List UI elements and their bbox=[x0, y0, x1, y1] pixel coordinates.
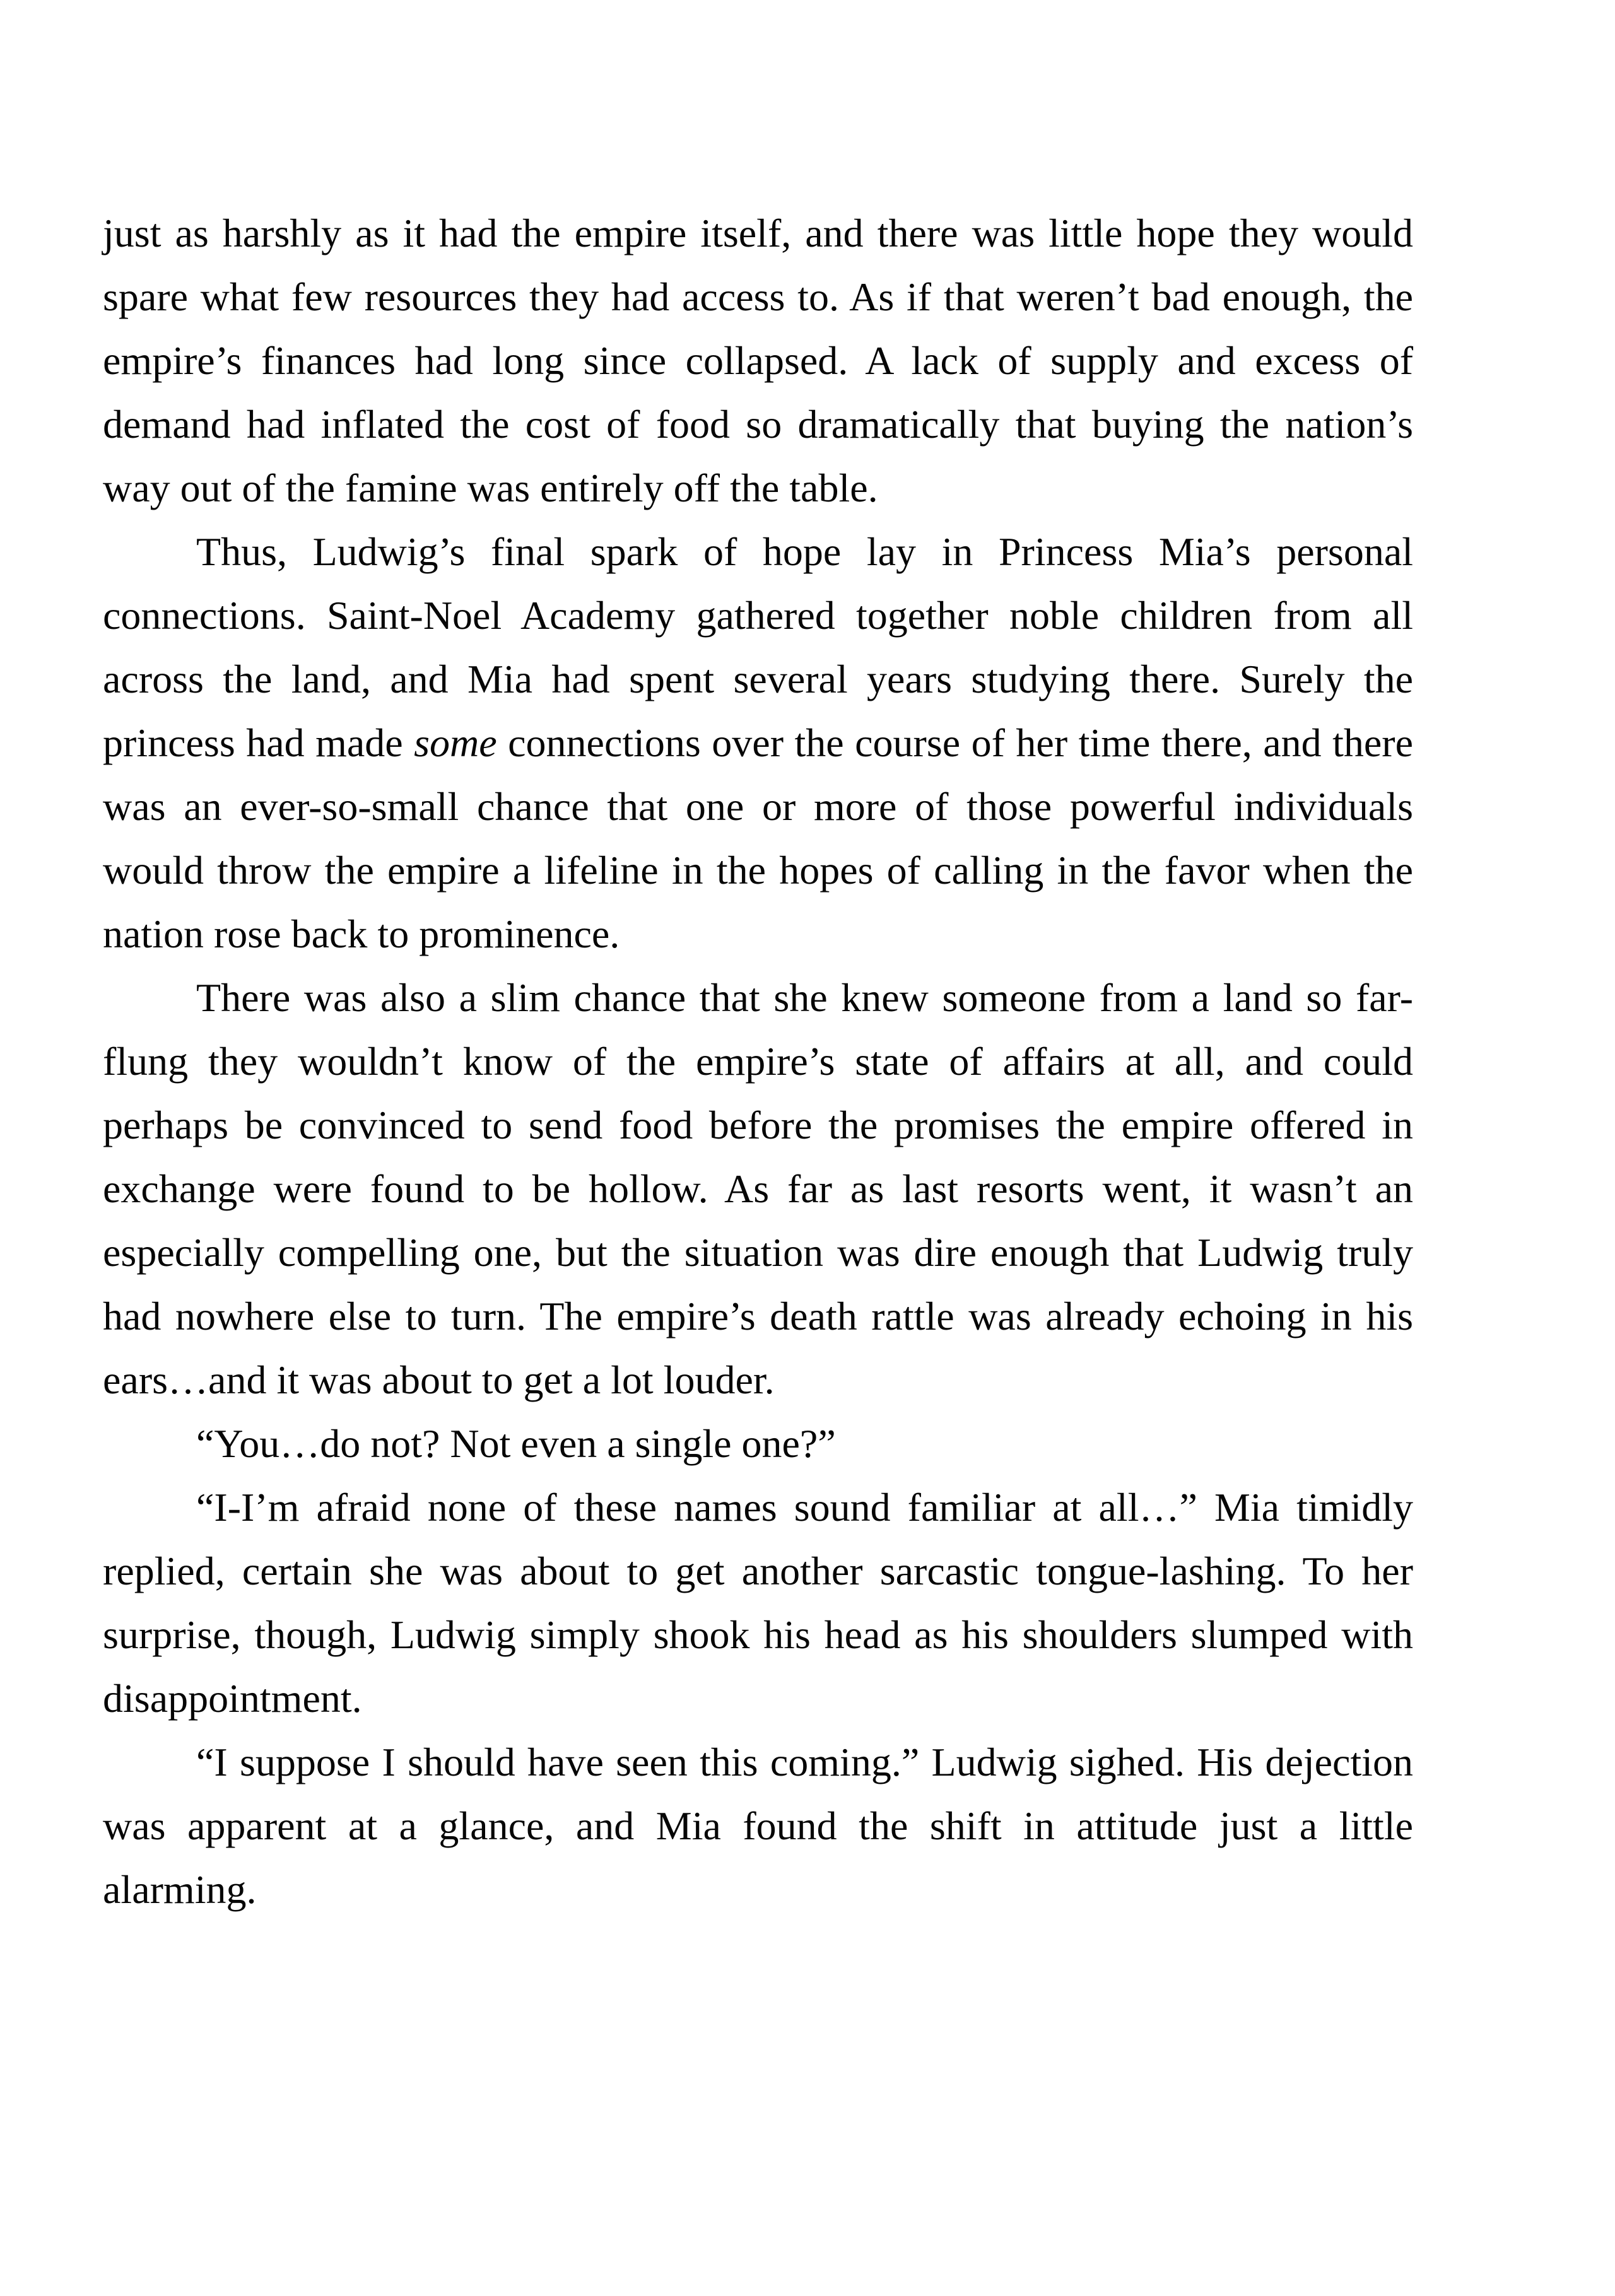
body-text bbox=[103, 201, 1413, 1921]
paragraph-4-dialogue: “You…do not? Not even a single one?” bbox=[196, 1421, 836, 1466]
paragraph-3: There was also a slim chance that she knew someone from a land so far-flung they wouldn’t know of the empire’s state of affairs at all, and could perhaps be convinced to send food before the promises the empire offered in exchange were found to be hollow. As far as last resorts went, it wasn’t an especially compelling one, but the situation was dire enough that Ludwig truly had nowhere else to turn. The empire’s death rattle was already echoing in his ears…and it was about to get a lot louder. bbox=[103, 975, 1413, 1402]
paragraph-2 bbox=[103, 520, 1413, 966]
paragraph-5-dialogue: “I-I’m afraid none of these names sound familiar at all…” Mia timidly replied, certain she was about to get another sarcastic tongue-lashing. To her surprise, though, Ludwig simply shook his head as his shoulders slumped with disappointment. bbox=[103, 1485, 1413, 1721]
paragraph-1: just as harshly as it had the empire itself, and there was little hope they would spare what few resources they had access to. As if that weren’t bad enough, the empire’s finances had long since collapsed. A lack of supply and excess of demand had inflated the cost of food so dramatically that buying the nation’s way out of the famine was entirely off the table. bbox=[103, 211, 1413, 510]
paragraph-2-post: connections over the course of her time there, and there was an ever-so-small chance that one or more of those powerful individuals would throw the empire a lifeline in the hopes of calling in the favor when the nation rose back to prominence. bbox=[103, 720, 1414, 956]
paragraph-2-italic-word: some bbox=[414, 720, 497, 765]
paragraph-6-dialogue: “I suppose I should have seen this coming.” Ludwig sighed. His dejection was apparent at a glance, and Mia found the shift in attitude just a little alarming. bbox=[103, 1740, 1413, 1912]
paragraph-2-pre: Thus, Ludwig’s final spark of hope lay in Princess Mia’s personal connections. Saint-Noel Academy gathered together noble children from all across the land, and Mia had spent several years studying there. Surely the princess had made bbox=[103, 529, 1413, 765]
